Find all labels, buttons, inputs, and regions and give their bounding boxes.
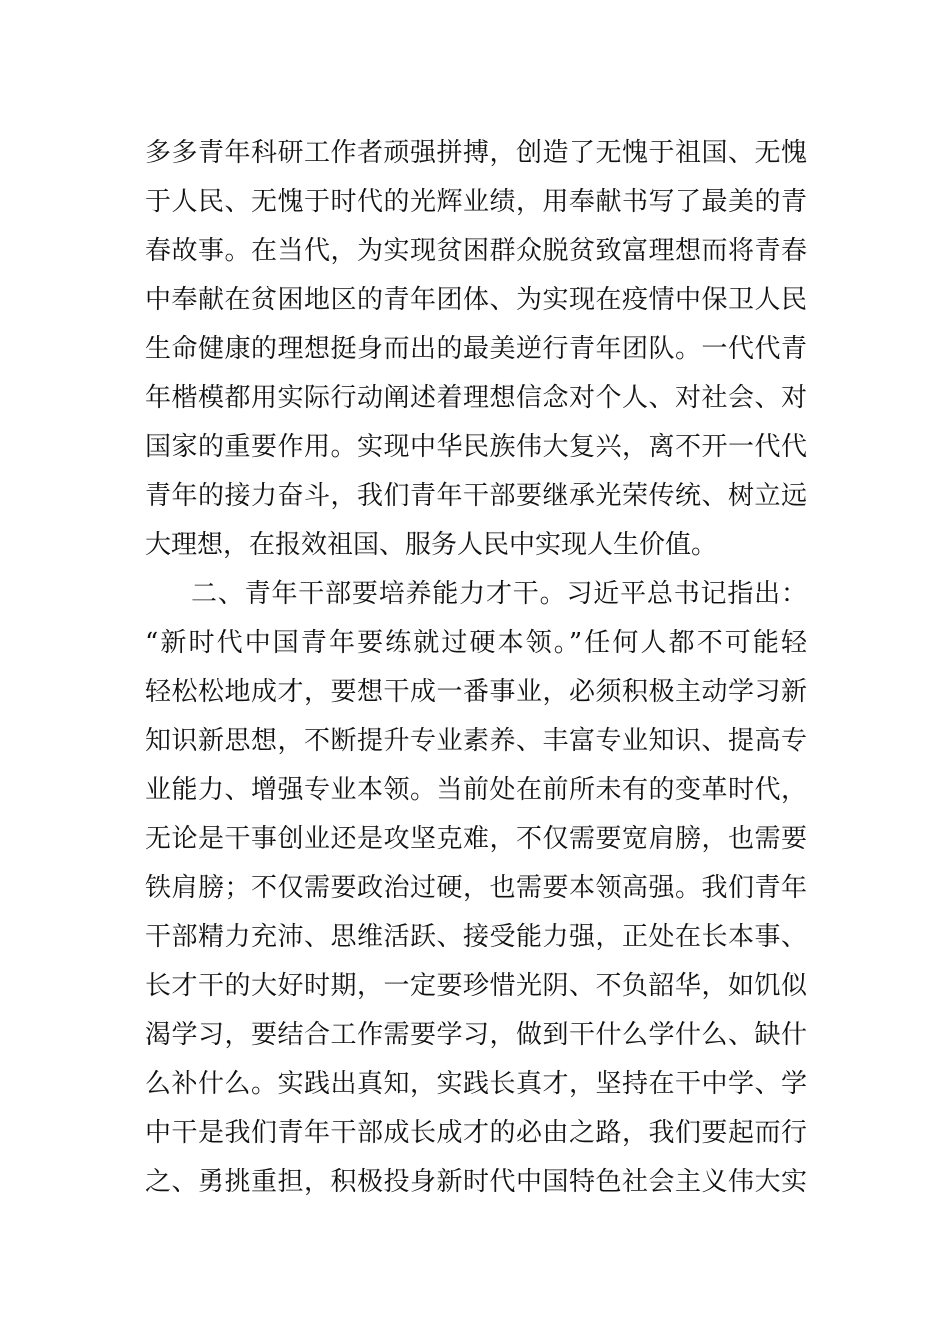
text-line: 青年的接力奋斗，我们青年干部要继承光荣传统、树立远 xyxy=(145,481,807,511)
text-line: 多多青年科研工作者顽强拼搏，创造了无愧于祖国、无愧 xyxy=(145,138,807,168)
text-line: 业能力、增强专业本领。当前处在前所未有的变革时代， xyxy=(145,775,807,805)
text-line: 中奉献在贫困地区的青年团体、为实现在疫情中保卫人民 xyxy=(145,285,807,315)
text-line: 之、勇挑重担，积极投身新时代中国特色社会主义伟大实 xyxy=(145,1167,807,1197)
text-line: 春故事。在当代，为实现贫困群众脱贫致富理想而将青春 xyxy=(145,236,807,266)
text-line: 无论是干事创业还是攻坚克难，不仅需要宽肩膀，也需要 xyxy=(145,824,807,854)
text-line: 大理想，在报效祖国、服务人民中实现人生价值。 xyxy=(145,530,718,560)
section-heading-line: 二、青年干部要培养能力才干。习近平总书记指出： xyxy=(191,579,807,609)
text-line: 渴学习，要结合工作需要学习，做到干什么学什么、缺什 xyxy=(145,1020,807,1050)
text-line: 么补什么。实践出真知，实践长真才，坚持在干中学、学 xyxy=(145,1069,807,1099)
text-line: 于人民、无愧于时代的光辉业绩，用奉献书写了最美的青 xyxy=(145,187,807,217)
text-line: 知识新思想，不断提升专业素养、丰富专业知识、提高专 xyxy=(145,726,807,756)
text-line: 轻松松地成才，要想干成一番事业，必须积极主动学习新 xyxy=(145,677,807,707)
body-text xyxy=(145,129,807,1207)
text-line: 生命健康的理想挺身而出的最美逆行青年团队。一代代青 xyxy=(145,334,807,364)
text-line: 中干是我们青年干部成长成才的必由之路，我们要起而行 xyxy=(145,1118,807,1148)
text-line: 年楷模都用实际行动阐述着理想信念对个人、对社会、对 xyxy=(145,383,807,413)
text-line: “新时代中国青年要练就过硬本领。”任何人都不可能轻 xyxy=(145,628,807,658)
text-line: 铁肩膀；不仅需要政治过硬，也需要本领高强。我们青年 xyxy=(145,873,807,903)
text-line: 国家的重要作用。实现中华民族伟大复兴，离不开一代代 xyxy=(145,432,807,462)
text-line: 长才干的大好时期，一定要珍惜光阴、不负韶华，如饥似 xyxy=(145,971,807,1001)
text-line: 干部精力充沛、思维活跃、接受能力强，正处在长本事、 xyxy=(145,922,807,952)
